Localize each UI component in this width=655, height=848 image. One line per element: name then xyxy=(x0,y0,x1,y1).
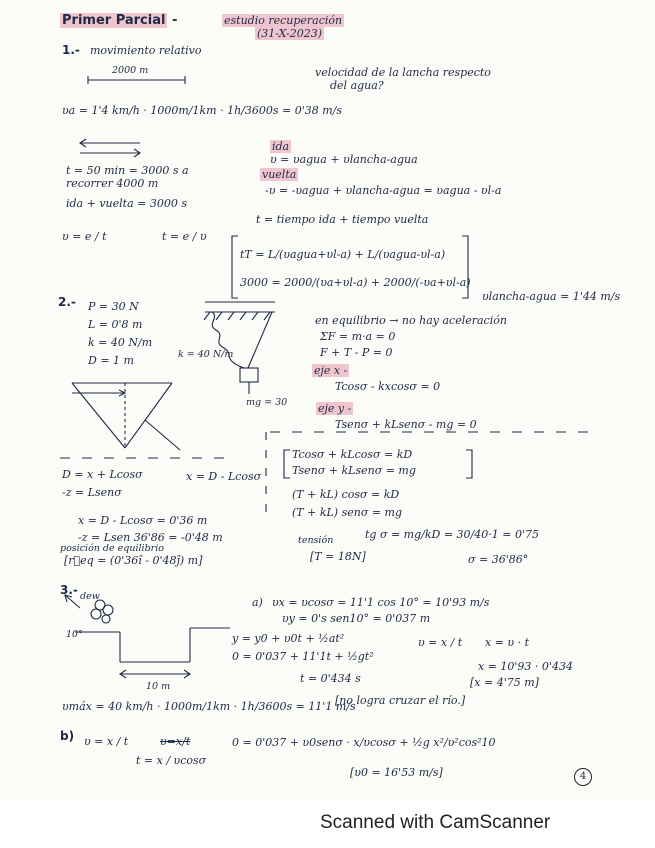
time-def: t = e / υ xyxy=(162,230,207,243)
vuelta-equation: -υ = -υagua + υlancha-agua = υagua - υl-a xyxy=(265,184,502,197)
angle-label: 10° xyxy=(66,629,83,640)
vx-eq: υx = υcosσ = 11'1 cos 10° = 10'93 m/s xyxy=(272,596,490,609)
spring-label: k = 40 N/m xyxy=(178,349,234,360)
page-title: Primer Parcial - xyxy=(62,13,178,28)
data-item: L = 0'8 m xyxy=(88,318,143,331)
page-date: (31-X-2023) xyxy=(257,27,323,40)
geometry-eq-1: D = x + Lcosσ xyxy=(62,468,143,481)
position-eq: [r⃗eq = (0'36î - 0'48ĵ) m] xyxy=(64,554,203,567)
time-sum: t = tiempo ida + tiempo vuelta xyxy=(256,213,429,226)
t-value: t = 0'434 s xyxy=(300,672,361,685)
b-result: [υ0 = 16'53 m/s] xyxy=(350,766,443,779)
y-axis-eq: Tsenσ + kLsenσ - mg = 0 xyxy=(335,418,477,431)
part-a-label: a) xyxy=(252,596,263,609)
vmax-eq: υmáx = 40 km/h · 1000m/1km · 1h/3600s = 11'1 m/s xyxy=(62,700,356,713)
ida-equation: υ = υagua + υlancha-agua xyxy=(270,153,418,166)
y-axis-label: eje y - xyxy=(318,402,352,415)
tension-result: [T = 18N] xyxy=(310,550,366,563)
problem-3-number: 3.- xyxy=(60,583,78,597)
problem-2-number: 2.- xyxy=(58,295,76,309)
forces-eq: F + T - P = 0 xyxy=(320,346,393,359)
part-b-label: b) xyxy=(60,729,75,743)
tension-label: tensión xyxy=(298,535,334,546)
numeric-eq: 3000 = 2000/(υa+υl-a) + 2000/(-υa+υl-a) xyxy=(240,276,471,289)
river-width: 10 m xyxy=(146,681,171,692)
x-result: [x = 4'75 m] xyxy=(470,676,539,689)
b-scratch: υ=x/t xyxy=(160,735,191,748)
problem-1-number: 1.- xyxy=(62,43,80,57)
dew-label: dew xyxy=(80,591,100,602)
system-eq-2: Tsenσ + kLsenσ = mg xyxy=(292,464,416,477)
distance-label: 2000 m xyxy=(112,65,149,76)
page-number: 4 xyxy=(574,768,592,786)
sum-forces: ΣF = m·a = 0 xyxy=(320,330,396,343)
b-equation: 0 = 0'037 + υ0senσ · x/υcosσ + ½g x²/υ²cos²10 xyxy=(232,736,496,749)
data-item: P = 30 N xyxy=(88,300,139,313)
p1-result: υlancha-agua = 1'44 m/s xyxy=(482,290,621,303)
data-item: k = 40 N/m xyxy=(88,336,153,349)
zero-eq: 0 = 0'037 + 11'1t + ½gt² xyxy=(232,650,374,663)
question-line-2: del agua? xyxy=(330,79,384,92)
page-subtitle: estudio recuperación xyxy=(224,14,343,27)
scanner-watermark: Scanned with CamScanner xyxy=(320,812,551,833)
v-xt: υ = x / t xyxy=(418,636,463,649)
x-numeric: x = 10'93 · 0'434 xyxy=(478,660,573,673)
system-eq-3: (T + kL) cosσ = kD xyxy=(292,488,400,501)
velocity-def: υ = e / t xyxy=(62,230,107,243)
x-axis-label: eje x - xyxy=(314,364,348,377)
vuelta-label: vuelta xyxy=(262,168,297,181)
x-eq: x = υ · t xyxy=(485,636,530,649)
time-equation: t = 50 min = 3000 s a xyxy=(66,164,189,177)
question-line-1: velocidad de la lancha respecto xyxy=(315,66,491,79)
x-value: x = D - Lcosσ = 0'36 m xyxy=(78,514,208,527)
va-equation: υa = 1'4 km/h · 1000m/1km · 1h/3600s = 0'38 m/s xyxy=(62,104,343,117)
tangent-eq: tg σ = mg/kD = 30/40·1 = 0'75 xyxy=(365,528,539,541)
b-time: t = x / υcosσ xyxy=(136,754,207,767)
x-axis-eq: Tcosσ - kxcosσ = 0 xyxy=(335,380,441,393)
equilibrium-note: en equilibrio → no hay aceleración xyxy=(315,314,507,327)
angle-result: σ = 36'86° xyxy=(468,553,529,566)
no-cross-note: [no logra cruzar el río.] xyxy=(335,694,466,707)
b-velocity: υ = x / t xyxy=(84,735,129,748)
z-value: -z = Lsen 36'86 = -0'48 m xyxy=(78,531,223,544)
ida-label: ida xyxy=(272,140,290,153)
position-label: posición de equilibrio xyxy=(60,543,164,554)
weight-label: mg = 30 xyxy=(246,397,288,408)
system-eq-4: (T + kL) senσ = mg xyxy=(292,506,403,519)
problem-1-topic: movimiento relativo xyxy=(90,44,202,57)
system-eq-1: Tcosσ + kLcosσ = kD xyxy=(292,448,413,461)
time-equation-2: recorrer 4000 m xyxy=(66,177,159,190)
y-eq: y = y0 + υ0t + ½at² xyxy=(232,632,345,645)
geometry-eq-3: -z = Lsenσ xyxy=(62,486,122,499)
vy-eq: υy = 0's sen10° = 0'037 m xyxy=(282,612,431,625)
geometry-eq-2: x = D - Lcosσ xyxy=(186,470,262,483)
data-item: D = 1 m xyxy=(88,354,134,367)
ida-vuelta: ida + vuelta = 3000 s xyxy=(66,197,187,210)
total-time-eq: tT = L/(υagua+υl-a) + L/(υagua-υl-a) xyxy=(240,248,446,261)
